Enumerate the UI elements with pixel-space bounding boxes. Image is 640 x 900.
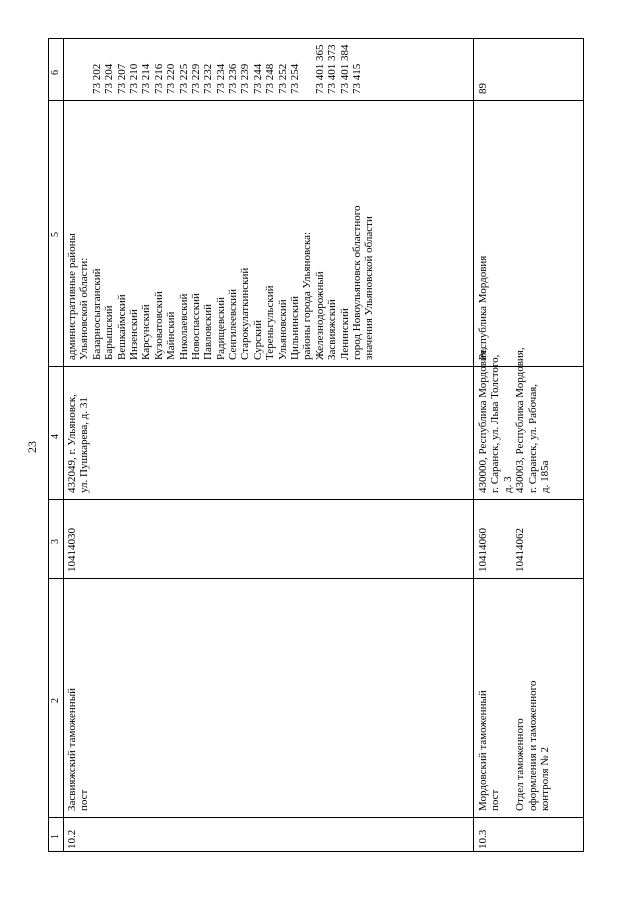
text-line: Тереньгульский [264, 285, 277, 360]
post-name: Засвияжский таможенный пост [66, 688, 91, 811]
text-line: Старокулаткинский [239, 267, 252, 360]
text-line: 73 254 [289, 63, 302, 94]
text-line [489, 528, 501, 572]
text-line: Ульяновский [276, 299, 289, 360]
text-line: Новоспасский [189, 293, 202, 360]
text-line: 73 239 [239, 63, 252, 94]
customs-posts-table [48, 38, 584, 852]
text-line: Кузоватовский [152, 291, 165, 360]
text-line: 430003, Республика Мордовия, [514, 347, 527, 493]
region-list [66, 206, 376, 361]
post-code: 10414030 [66, 528, 78, 572]
text-line: 73 210 [127, 63, 140, 94]
header-col-1: 1 [50, 834, 61, 839]
header-col-5: 5 [50, 232, 61, 237]
header-row-divider [63, 39, 64, 851]
text-line: г. Саранск, ул. Рабочая, [526, 383, 539, 493]
text-line: Карсунский [140, 304, 153, 360]
text-line: 73 248 [264, 63, 277, 94]
text-line: 73 244 [251, 63, 264, 94]
text-line: Майнский [165, 311, 178, 360]
text-line: Сурский [251, 319, 264, 360]
header-col-3: 3 [50, 539, 61, 544]
text-line: 73 229 [189, 63, 202, 94]
text-line [502, 528, 514, 572]
text-line: Барышский [103, 305, 116, 360]
text-line: 73 401 373 [326, 44, 339, 94]
text-line: Засвияжский [326, 299, 339, 360]
text-line: 73 232 [202, 63, 215, 94]
text-line: оформления и таможенного [526, 680, 539, 811]
text-line: Сенгилеевский [227, 288, 240, 360]
row-number: 10.2 [66, 829, 78, 849]
text-line: Инзенский [127, 309, 140, 360]
text-line: 10414060 [477, 528, 489, 572]
text-line: 73 401 384 [338, 44, 351, 94]
text-line: Павловский [202, 304, 215, 360]
text-line: Цильнинский [289, 296, 302, 360]
text-line: 73 401 365 [313, 44, 326, 94]
column-divider [49, 499, 583, 500]
text-line: Вешкаймский [115, 294, 128, 360]
post-name [477, 681, 551, 811]
text-line: 73 216 [152, 63, 165, 94]
text-line: д. 3 [501, 476, 514, 493]
page-number: 23 [25, 441, 39, 453]
text-line: Базарносызганский [90, 268, 103, 360]
text-line: пост [489, 789, 502, 811]
text-line: город Новоульяновск областного [350, 205, 363, 360]
post-address [477, 347, 551, 493]
text-line: 73 214 [140, 63, 153, 94]
post-address: 432049, г. Ульяновск, ул. Пушкарева, д. 31 [66, 394, 91, 493]
text-line: 73 415 [350, 63, 363, 94]
text-line: значения Ульяновской области [363, 216, 376, 360]
text-line: 73 202 [90, 63, 103, 94]
text-line [502, 681, 514, 811]
header-col-6: 6 [50, 70, 61, 75]
text-line: 73 252 [276, 63, 289, 94]
okato-code: 89 [477, 83, 489, 94]
post-code [477, 528, 527, 572]
text-line: 73 207 [115, 63, 128, 94]
header-col-4: 4 [50, 434, 61, 439]
text-line: Железнодорожный [313, 271, 326, 360]
column-divider [49, 817, 583, 818]
text-line: Ульяновской области: [78, 257, 91, 360]
text-line: 10414062 [514, 528, 527, 572]
text-line: 73 204 [103, 63, 116, 94]
text-line: 73 236 [227, 63, 240, 94]
text-line [66, 45, 78, 95]
text-line [78, 45, 90, 95]
text-line: районы города Ульяновска: [301, 231, 314, 360]
text-line: Ленинский [338, 308, 351, 360]
text-line: административные районы [66, 233, 78, 360]
text-line: д. 185а [538, 460, 551, 493]
row-divider [473, 39, 474, 851]
row-number: 10.3 [477, 829, 489, 849]
region: Республика Мордовия [477, 255, 489, 360]
okato-code-list [66, 45, 363, 95]
text-line: г. Саранск, ул. Льва Толстого, [489, 354, 502, 493]
header-col-2: 2 [50, 698, 61, 703]
text-line: 73 234 [214, 63, 227, 94]
text-line: Радищевский [214, 297, 227, 360]
column-divider [49, 100, 583, 101]
text-line: контроля № 2 [538, 746, 551, 811]
column-divider [49, 578, 583, 579]
text-line [301, 45, 313, 95]
text-line: 430000, Республика Мордовия, [477, 347, 489, 493]
text-line: 73 220 [165, 63, 178, 94]
text-line: Мордовский таможенный [477, 690, 489, 811]
text-line: 73 225 [177, 63, 190, 94]
text-line: Николаевский [177, 293, 190, 360]
text-line: Отдел таможенного [514, 718, 527, 811]
